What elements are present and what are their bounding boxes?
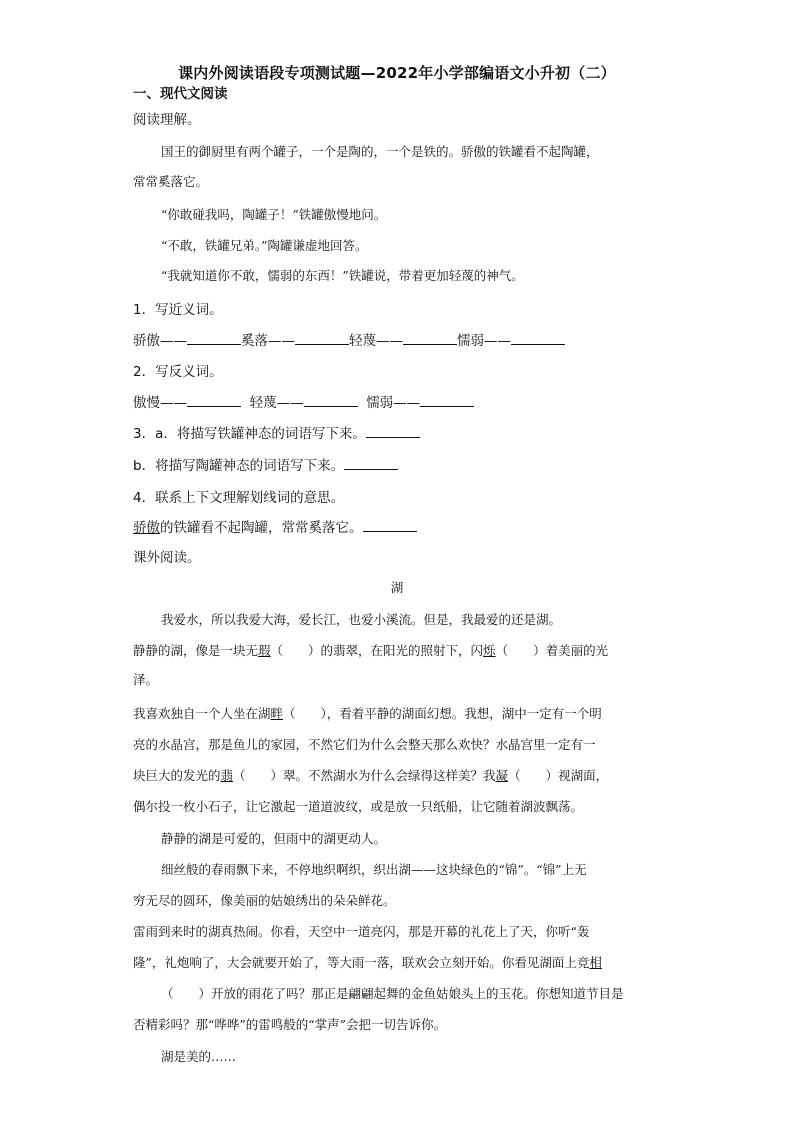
section-heading: 一、现代文阅读 — [133, 86, 228, 102]
underlined-char: 烁 — [483, 643, 496, 658]
question-4-sentence — [133, 516, 417, 536]
answer-blank[interactable] — [344, 457, 398, 470]
story-line: 偶尔投一枚小石子，让它激起一道道波纹，或是放一只纸船，让它随着湖波飘荡。 — [133, 799, 584, 814]
story-line: 静静的湖，像是一块无瑕（ ）的翡翠，在阳光的照射下，闪烁（ ）着美丽的光 — [133, 643, 609, 658]
q2-word: 懦弱—— — [366, 395, 421, 411]
question-4-text: 的铁罐看不起陶罐，常常奚落它。 — [160, 520, 363, 536]
page-title: 课内外阅读语段专项测试题—2022年小学部编语文小升初（二） — [178, 64, 616, 82]
underlined-char: 翡 — [220, 768, 234, 783]
story-title: 湖 — [390, 580, 404, 595]
story-line: 细丝般的春雨飘下来，不停地织啊织，织出湖——这块绿色的“锦”。“锦”上无 — [161, 862, 587, 877]
question-1-items — [133, 329, 565, 349]
answer-blank[interactable] — [295, 332, 349, 345]
passage1-line: “我就知道你不敢，懦弱的东西！”铁罐说，带着更加轻蔑的神气。 — [161, 268, 524, 283]
story-line: 亮的水晶宫，那是鱼儿的家园，不然它们为什么会整天那么欢快？水晶宫里一定有一 — [133, 737, 596, 752]
story-line: 泽。 — [133, 672, 159, 687]
answer-blank[interactable] — [363, 519, 417, 532]
question-1-label: 1．写近义词。 — [133, 302, 223, 318]
question-3b — [133, 454, 398, 474]
q1-word: 懦弱—— — [457, 333, 511, 349]
story-line: （ ）开放的雨花了吗？那正是翩翩起舞的金鱼姑娘头上的玉花。你想知道节目是 — [161, 986, 624, 1001]
story-line: 湖是美的…… — [161, 1049, 237, 1064]
answer-blank[interactable] — [187, 394, 241, 407]
answer-blank[interactable] — [304, 394, 358, 407]
q1-word: 骄傲—— — [133, 333, 187, 349]
story-line: 静静的湖是可爱的，但雨中的湖更动人。 — [161, 831, 387, 846]
question-3b-text: b．将描写陶罐神态的词语写下来。 — [133, 458, 345, 474]
answer-blank[interactable] — [366, 425, 420, 438]
answer-blank[interactable] — [420, 394, 474, 407]
story-line: 块巨大的发光的翡（ ）翠。不然湖水为什么会绿得这样美？我凝（ ）视湖面， — [133, 768, 609, 783]
answer-blank[interactable] — [187, 332, 241, 345]
question-4-label: 4．联系上下文理解划线词的意思。 — [133, 490, 345, 506]
question-2-items — [133, 391, 474, 411]
story-line: 我爱水，所以我爱大海，爱长江，也爱小溪流。但是，我最爱的还是湖。 — [161, 612, 562, 627]
story-line: 穷无尽的圆环，像美丽的姑娘绣出的朵朵鲜花。 — [133, 893, 396, 908]
part1-heading: 阅读理解。 — [133, 112, 201, 128]
passage1-line: 国王的御厨里有两个罐子，一个是陶的，一个是铁的。骄傲的铁罐看不起陶罐， — [161, 144, 599, 159]
question-3a — [133, 422, 420, 442]
underlined-char: 相 — [589, 955, 602, 970]
underlined-char: 瑕 — [258, 643, 271, 658]
q2-word: 傲慢—— — [133, 395, 187, 411]
story-line: 雷雨到来时的湖真热闹。你看，天空中一道亮闪，那是开幕的礼花上了天，你听“轰 — [133, 924, 590, 939]
underlined-char: 畔 — [270, 706, 284, 721]
passage1-line: “你敢碰我吗，陶罐子！”铁罐傲慢地问。 — [161, 207, 387, 222]
answer-blank[interactable] — [511, 332, 565, 345]
question-3a-text: 3．a．将描写铁罐神态的词语写下来。 — [133, 426, 366, 442]
part2-heading: 课外阅读。 — [133, 550, 201, 566]
underlined-word: 骄傲 — [133, 520, 160, 536]
q2-word: 轻蔑—— — [249, 395, 304, 411]
story-line: 否精彩吗？那“哗哗”的雷鸣般的“掌声”会把一切告诉你。 — [133, 1017, 447, 1032]
answer-blank[interactable] — [403, 332, 457, 345]
passage1-line: “不敢，铁罐兄弟。”陶罐谦虚地回答。 — [161, 238, 368, 253]
passage1-line: 常常奚落它。 — [133, 174, 209, 189]
underlined-char: 凝 — [495, 768, 509, 783]
q1-word: 轻蔑—— — [349, 333, 403, 349]
story-line: 我喜欢独自一个人坐在湖畔（ ），看着平静的湖面幻想。我想，湖中一定有一个明 — [133, 706, 602, 721]
story-line: 隆”，礼炮响了，大会就要开始了，等大雨一落，联欢会立刻开始。你看见湖面上竞相 — [133, 955, 602, 970]
question-2-label: 2．写反义词。 — [133, 364, 223, 380]
q1-word: 奚落—— — [241, 333, 295, 349]
